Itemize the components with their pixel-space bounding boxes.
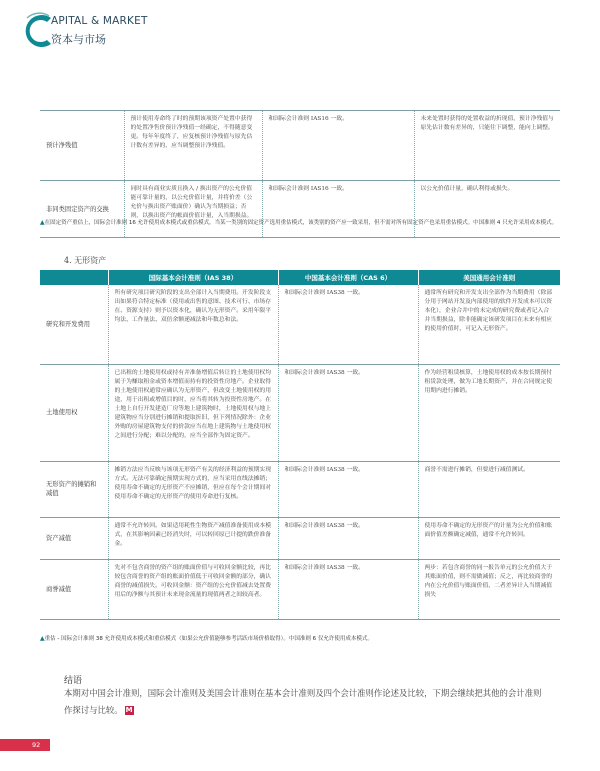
- intangible-asset-comparison-table: [40, 270, 560, 620]
- closing-title: 结语: [64, 676, 83, 686]
- ias-cell: 通常不允许转回。如果适用耗性生物资产减值准备使用成本模式，在其影响因素已经消失时，可以转回原已计提的跌价准备金。: [108, 517, 278, 559]
- row-label: 资产减值: [46, 534, 72, 542]
- table2-footnote: ▲重估 - 国际会计准则 38 允许使用成本模式和重估模式（如果公允价值能够参考活跃市场价格取得）。中国准则 6 仅允许使用成本模式。: [40, 635, 373, 642]
- cas-cell: 和国际会计准则 IAS38 一致。: [278, 285, 418, 364]
- ias-cell: 摊销方法应当反映与该项无形资产有关的经济利益的预期实现方式。无法可靠确定预期实现方式的，应当采用直线法摊销；使用寿命不确定的无形资产不应摊销，但应在每个会计期间对使用寿命不确定的无形资产的使用寿命进行复核。: [108, 461, 278, 517]
- cas-cell: 和国际会计准则 IAS16 一致。: [262, 111, 414, 181]
- triangle-bullet-icon: ▲: [40, 635, 45, 642]
- row-label: 无形资产的摊销和减值: [46, 481, 97, 497]
- table-row: [40, 364, 560, 461]
- us-gaap-cell: 使用寿命不确定的无形资产的计量为公允价值和账面价值差额确定减值，通常不允许转回。: [418, 517, 560, 559]
- us-gaap-cell: 商誉不需进行摊销，但要进行减值测试。: [418, 461, 560, 517]
- header-cas: 中国基本会计准则（CAS 6）: [278, 270, 418, 285]
- us-gaap-cell: 未来处置时获得的处置收益的折现值，预计净残值与原先估计数有差异的，只能往下调整，能向上调整。: [414, 111, 560, 181]
- cas-cell: 和国际会计准则 IAS38 一致。: [278, 461, 418, 517]
- cas-cell: 和国际会计准则 IAS38 一致。: [278, 517, 418, 559]
- table-row: [40, 517, 560, 559]
- table-row: [40, 461, 560, 517]
- logo-text-english: APITAL & MARKET: [51, 15, 148, 27]
- cas-cell: 和国际会计准则 IAS38 一致。: [278, 364, 418, 461]
- row-label: 非同类固定资产的交换: [46, 205, 109, 213]
- table-row: [40, 559, 560, 619]
- row-label: 土地使用权: [46, 409, 78, 416]
- row-label: 研究和开发费用: [46, 320, 91, 328]
- row-label: 商誉减值: [46, 585, 72, 593]
- header-ias: 国际基本会计准则（IAS 38）: [108, 270, 278, 285]
- end-mark-icon: M: [125, 706, 133, 714]
- logo-c-icon: [21, 12, 55, 50]
- ias-cell: 同时具有商业实质且换入 / 换出资产的公允价值能可靠计量的，以公允价值计量，并将价差（公允价与换出资产账面价）确认为当期损益；否则，以换出资产的帐面价值计量，入当期损益。: [124, 181, 262, 238]
- us-gaap-cell: 以公允价值计量，确认利得或损失。: [414, 181, 560, 238]
- logo-text-chinese: 资本与市场: [51, 33, 106, 46]
- header-blank: [40, 270, 108, 285]
- triangle-bullet-icon: ▲: [40, 219, 45, 226]
- ias-cell: 所有研究项目研究阶段的支出全部计入当期费用。开发阶段支出如果符合特定标准（使用或出售的意图、技术可行、市场存在、资源支持）则予以资本化，确认为无形资产。采用年限平均法、工作量法、双倍余额递减法和年数总和法。: [108, 285, 278, 364]
- ias-cell: 预计使用寿命终了时的预期该项资产处置中获得的处置净售价预计净残值一经确定，不得随意变更。每年年度终了，应复核预计净残值与原先估计数有差异的，应当调整预计净残值。: [124, 111, 262, 181]
- table-row: [40, 111, 560, 181]
- magazine-logo: [21, 12, 161, 52]
- us-gaap-cell: 两步：若包含商誉的同一报告单元的公允价值大于其账面价值，则不需做减值；反之，再比较商誉的内在公允价值与账面价值，二者差异计入当期减值损失: [418, 559, 560, 619]
- section-heading: 4. 无形资产: [64, 256, 107, 265]
- table-header-row: [40, 270, 560, 285]
- us-gaap-cell: 作为经营租赁核算，土地使用权的成本按长期预付租赁款处理，做为工地长期资产，并在合同规定使用期内进行摊销。: [418, 364, 560, 461]
- header-us-gaap: 美国通用会计准则: [418, 270, 560, 285]
- table-row: [40, 181, 560, 238]
- row-label: 预计净残值: [46, 142, 78, 149]
- ias-cell: 已出租的土地使用权或持有并准备增值后转让的土地使用权均属于为赚取租金或资本增值而持有的投资性房地产。企业取得的土地使用权通常应确认为无形资产，但改变土地使用权的用途，用于出租或增值目的时，应当将其转为投资性房地产。在土地上自行开发建造厂房等地上建筑物时，土地使用权与地上建筑物应当分别进行摊销和提取折旧，但下列情况除外：企业外购的房屋建筑物支付的价款应当在地上建筑物与土地使用权之间进行分配；难以分配的，应当全部作为固定资产。: [108, 364, 278, 461]
- cas-cell: 和国际会计准则 IAS16 一致。: [262, 181, 414, 238]
- table1-footnote: ▲在固定资产重估上，国际会计准则 16 允许使用成本模式或重估模式。当某一类别的固定资产选用重估模式，该类别的资产应一致采用，但不需对所有固定资产也采用重估模式。中国准则 4 只允许采用成本模式。: [40, 219, 558, 226]
- ias-cell: 先对不包含商誉的资产组的账面价值与可收回金额比较，再比较包含商誉的资产组的账面价值低于可收回金额的部分，确认商誉的减值损失。可收回金额：资产组的公允价值减去处置费用后的净额与其预计未来现金流量的现值两者之间较高者。: [108, 559, 278, 619]
- closing-paragraph: 本期对中国会计准则，国际会计准则及美国会计准则在基本会计准则及四个会计准则作论述及比较，下期会继续把其他的会计准则作探讨与比较。 M: [64, 688, 542, 715]
- page-number: 92: [0, 739, 50, 751]
- cas-cell: 和国际会计准则 IAS38 一致。: [278, 559, 418, 619]
- table-row: [40, 285, 560, 364]
- us-gaap-cell: 通常所有研究和开发支出全部作为当期费用（除部分用于网站开发及内部使用的软件开发成本可以资本化），企业合并中的未完成的研究费或者记入合并当期损益，除非能确定该研发项目在未来有相应的使用价值时，可记入无形资产。: [418, 285, 560, 364]
